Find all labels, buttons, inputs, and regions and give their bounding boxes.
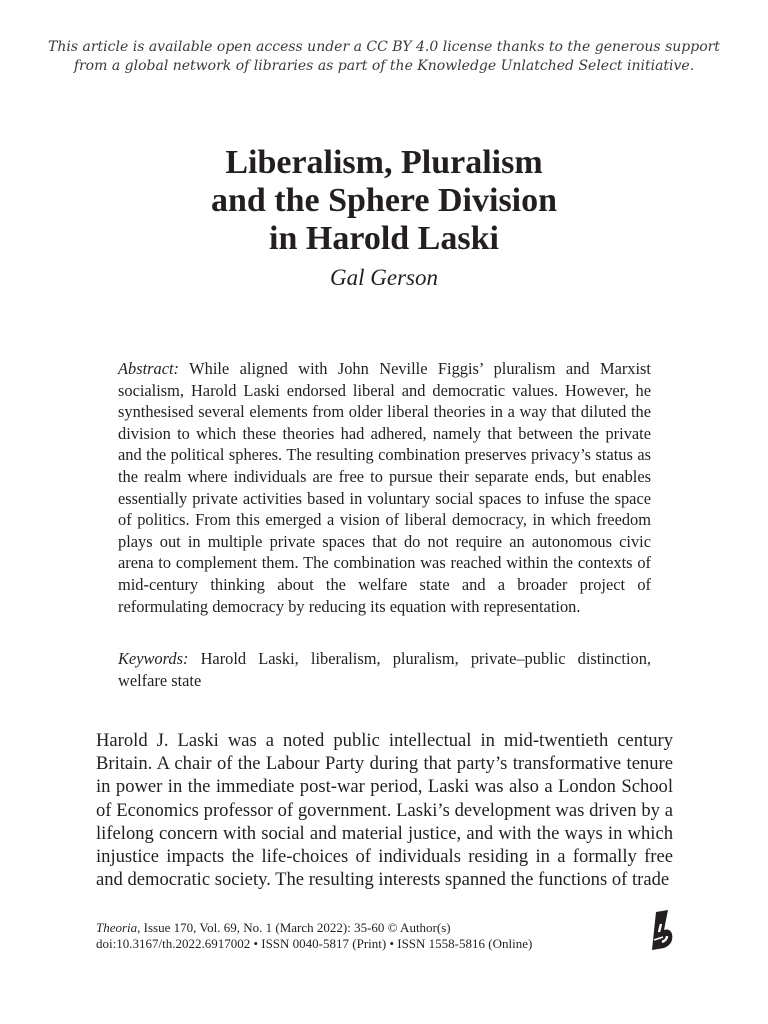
identifiers-line: doi:10.3167/th.2022.6917002 • ISSN 0040-5817 (Print) • ISSN 1558-5816 (Online) [96,935,533,951]
citation-line [96,920,636,936]
abstract-text: While aligned with John Neville Figgis’ pluralism and Marxist socialism, Harold Laski endorsed liberal and democratic values. However, he synthesised several elements from older liberal theories in a way that diluted the division to which these theories had adhered, namely that between the private and the political spheres. The resulting combination preserves privacy’s status as the realm where individuals are free to pursue their separate ends, but enables essentially private activities based in voluntary social spaces to infuse the space of politics. From this emerged a vision of liberal democracy, in which freedom plays out in multiple private spaces that do not require an autonomous civic arena to complement them. The combination was reached within the contexts of mid-century thinking about the welfare state and a broader project of reformulating democracy by reducing its equation with representation. [118,359,651,616]
article-title-line-2: and the Sphere Division [210,182,558,219]
article-title-line-3: in Harold Laski [269,220,499,257]
abstract [118,358,651,617]
article-title-line-1: Liberalism, Pluralism [225,144,543,181]
keywords-label: Keywords: [118,649,189,668]
article-title [84,144,684,258]
keywords-text: Harold Laski, liberalism, pluralism, private–public distinction, welfare state [118,649,651,690]
author-name: Gal Gerson [330,265,438,290]
keywords [118,648,651,691]
citation-footer [96,920,636,951]
berghahn-logo-icon [650,910,674,950]
open-access-notice-line-2: from a global network of libraries as part of the Knowledge Unlatched Select initiative. [73,58,695,74]
open-access-notice-line-1: This article is available open access under a CC BY 4.0 license thanks to the generous support [48,39,720,55]
body-paragraph: Harold J. Laski was a noted public intellectual in mid-twentieth century Britain. A chair of the Labour Party during that party’s transformative tenure in power in the immediate post-war period, Laski was also a London School of Economics professor of government. Laski’s development was driven by a lifelong concern with social and material justice, and with the ways in which injustice impacts the life-choices of individuals residing in a formally free and democratic society. The resulting interests spanned the functions of trade [96,730,673,891]
abstract-label: Abstract: [118,359,180,378]
citation-details: , Issue 170, Vol. 69, No. 1 (March 2022): 35-60 © Author(s) [137,920,451,935]
open-access-notice [30,38,738,76]
journal-name: Theoria [96,920,138,935]
